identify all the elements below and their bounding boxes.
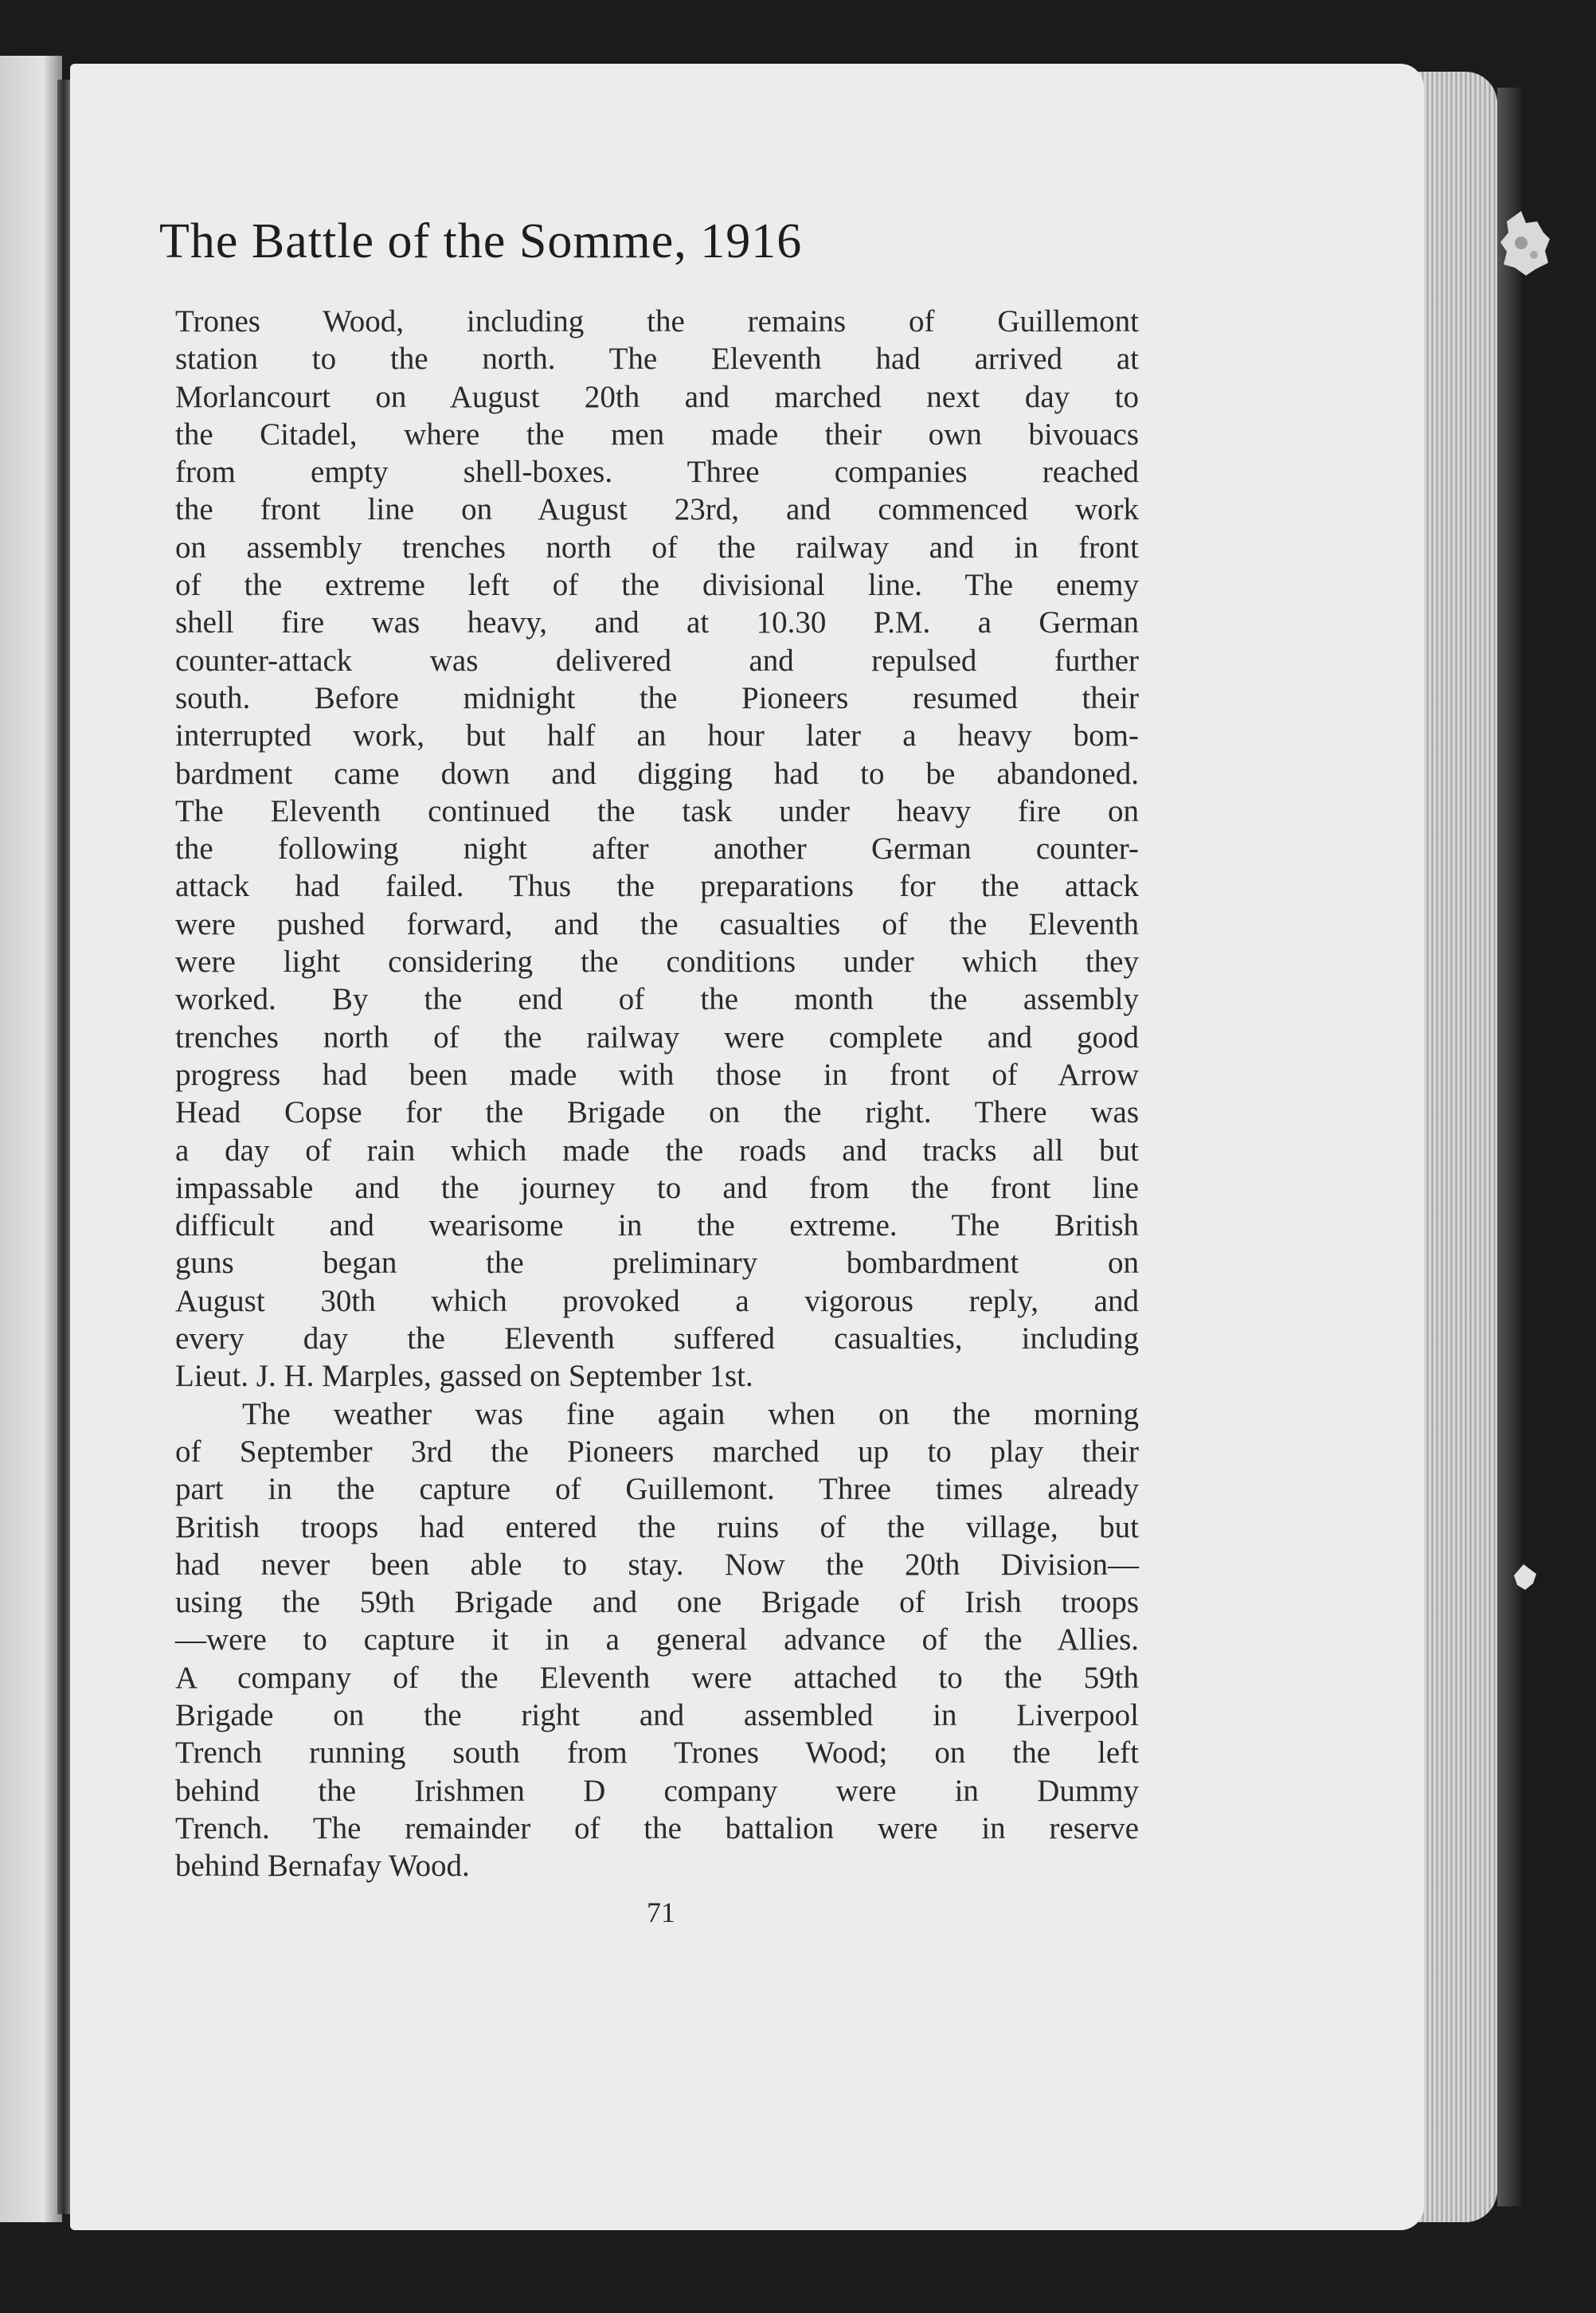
text-line: Trench running south from Trones Wood; on the left — [175, 1736, 1139, 1771]
text-line: August 30th which provoked a vigorous reply, and — [175, 1283, 1139, 1318]
text-line: progress had been made with those in front of Arrow — [175, 1057, 1139, 1092]
text-line: impassable and the journey to and from the front line — [175, 1170, 1139, 1205]
text-line: worked. By the end of the month the assembly — [175, 982, 1139, 1017]
book-gutter — [57, 80, 70, 2214]
text-line: using the 59th Brigade and one Brigade of Irish troops — [175, 1585, 1139, 1620]
text-line: The Eleventh continued the task under heavy fire on — [175, 793, 1139, 828]
paper-speck-mark-small — [1509, 1561, 1541, 1593]
text-line: from empty shell-boxes. Three companies reached — [175, 455, 1139, 490]
text-line: were light considering the conditions under which they — [175, 945, 1139, 980]
text-line: attack had failed. Thus the preparations for the attack — [175, 869, 1139, 904]
text-line: counter-attack was delivered and repulsed further — [175, 643, 1139, 678]
text-line: Brigade on the right and assembled in Liverpool — [175, 1697, 1139, 1732]
text-line: guns began the preliminary bombardment on — [175, 1246, 1139, 1281]
text-line: a day of rain which made the roads and tracks all but — [175, 1133, 1139, 1168]
text-line: —were to capture it in a general advance of the Allies. — [175, 1622, 1139, 1657]
text-line: interrupted work, but half an hour later a heavy bom- — [175, 718, 1139, 753]
text-line: the Citadel, where the men made their own bivouacs — [175, 417, 1139, 452]
page-number: 71 — [647, 1896, 675, 1928]
text-line: Head Copse for the Brigade on the right. There was — [175, 1095, 1139, 1130]
text-line: of September 3rd the Pioneers marched up to play their — [175, 1434, 1139, 1469]
text-line: station to the north. The Eleventh had arrived at — [175, 342, 1139, 377]
text-line: Trench. The remainder of the battalion were in reserve — [175, 1810, 1139, 1845]
text-line: part in the capture of Guillemont. Three times already — [175, 1472, 1139, 1507]
body-text — [175, 303, 1139, 1884]
text-line: British troops had entered the ruins of the village, but — [175, 1509, 1139, 1544]
text-line: bardment came down and digging had to be abandoned. — [175, 756, 1139, 791]
facing-page-edge — [0, 56, 62, 2222]
text-line: Lieut. J. H. Marples, gassed on September 1st. — [175, 1359, 753, 1394]
page-stack-shadow — [1497, 88, 1521, 2206]
text-line: of the extreme left of the divisional line. The enemy — [175, 568, 1139, 603]
text-line: the front line on August 23rd, and commenced work — [175, 492, 1139, 527]
text-line: Morlancourt on August 20th and marched next day to — [175, 379, 1139, 414]
running-head: The Battle of the Somme, 1916 — [159, 214, 803, 268]
text-line: were pushed forward, and the casualties of the Eleventh — [175, 906, 1139, 941]
text-line: A company of the Eleventh were attached to the 59th — [175, 1660, 1139, 1695]
text-line: south. Before midnight the Pioneers resumed their — [175, 680, 1139, 715]
text-line: Trones Wood, including the remains of Guillemont — [175, 304, 1139, 339]
text-line: had never been able to stay. Now the 20th Division— — [175, 1547, 1139, 1582]
paper-speck-mark — [1497, 207, 1553, 279]
text-line: behind Bernafay Wood. — [175, 1849, 470, 1884]
text-line-paragraph-start: The weather was fine again when on the morning — [242, 1396, 1139, 1431]
text-line: trenches north of the railway were complete and good — [175, 1020, 1139, 1055]
text-line: on assembly trenches north of the railway and in front — [175, 530, 1139, 565]
text-line: behind the Irishmen D company were in Dummy — [175, 1773, 1139, 1808]
text-line: every day the Eleventh suffered casualties, including — [175, 1321, 1139, 1356]
text-line: shell fire was heavy, and at 10.30 P.M. a German — [175, 605, 1139, 640]
text-line: difficult and wearisome in the extreme. The British — [175, 1208, 1139, 1243]
text-line: the following night after another German counter- — [175, 832, 1139, 867]
